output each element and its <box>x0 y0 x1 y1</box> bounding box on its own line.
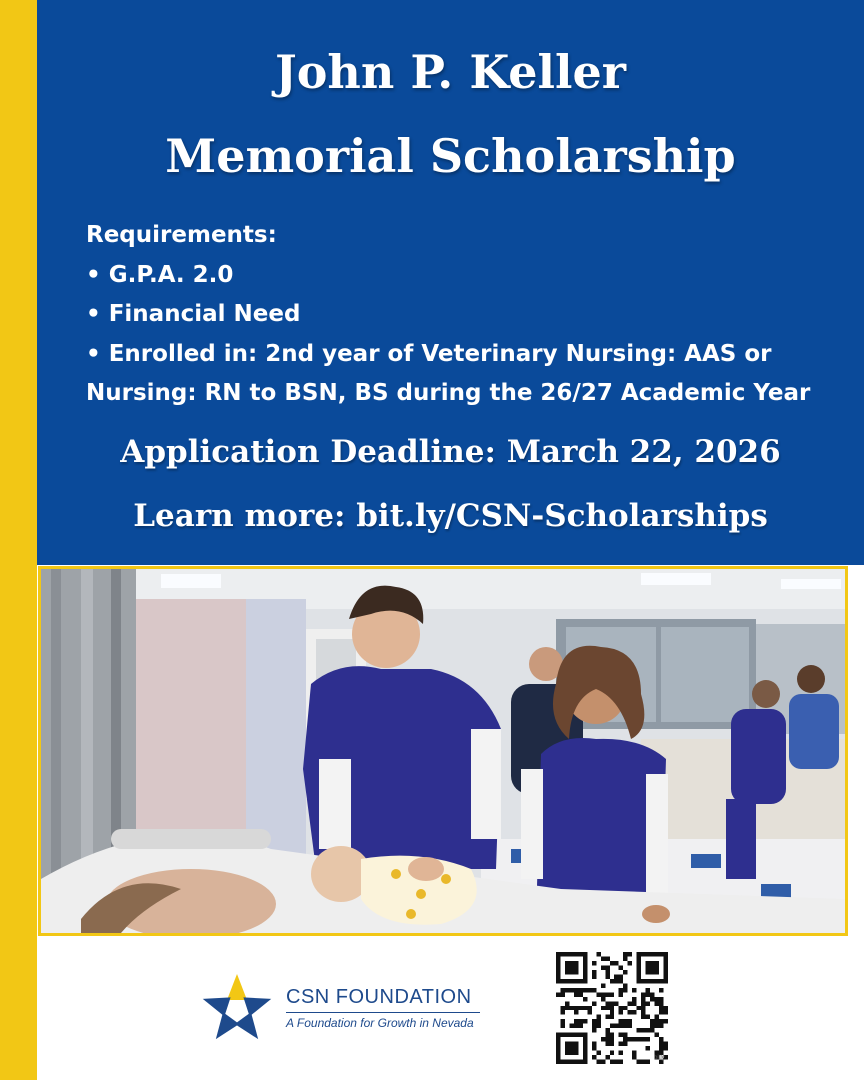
requirement-item: • Enrolled in: 2nd year of Veterinary Nursing: AAS or <box>86 340 772 367</box>
header-panel <box>37 0 864 565</box>
org-divider <box>286 1012 480 1013</box>
gold-side-stripe <box>0 0 37 1080</box>
requirement-item: • G.P.A. 2.0 <box>86 261 234 288</box>
application-deadline: Application Deadline: March 22, 2026 <box>120 434 781 470</box>
requirement-item: • Financial Need <box>86 301 301 327</box>
qr-code-icon[interactable] <box>556 952 668 1064</box>
org-tagline: A Foundation for Growth in Nevada <box>286 1016 474 1030</box>
qr-tag: bitly <box>654 1055 665 1061</box>
requirements-heading: Requirements: <box>86 222 277 248</box>
title-line-2: Memorial Scholarship <box>165 129 736 183</box>
nursing-lab-photo <box>38 566 848 936</box>
requirements-list <box>86 216 856 414</box>
requirement-item: Nursing: RN to BSN, BS during the 26/27 Academic Year <box>86 380 811 406</box>
footer <box>37 936 864 1080</box>
org-name: CSN FOUNDATION <box>286 986 472 1008</box>
title-line-1: John P. Keller <box>274 45 627 99</box>
learn-more-link[interactable]: Learn more: bit.ly/CSN-Scholarships <box>133 498 768 534</box>
csn-foundation-logo-icon <box>199 972 275 1048</box>
